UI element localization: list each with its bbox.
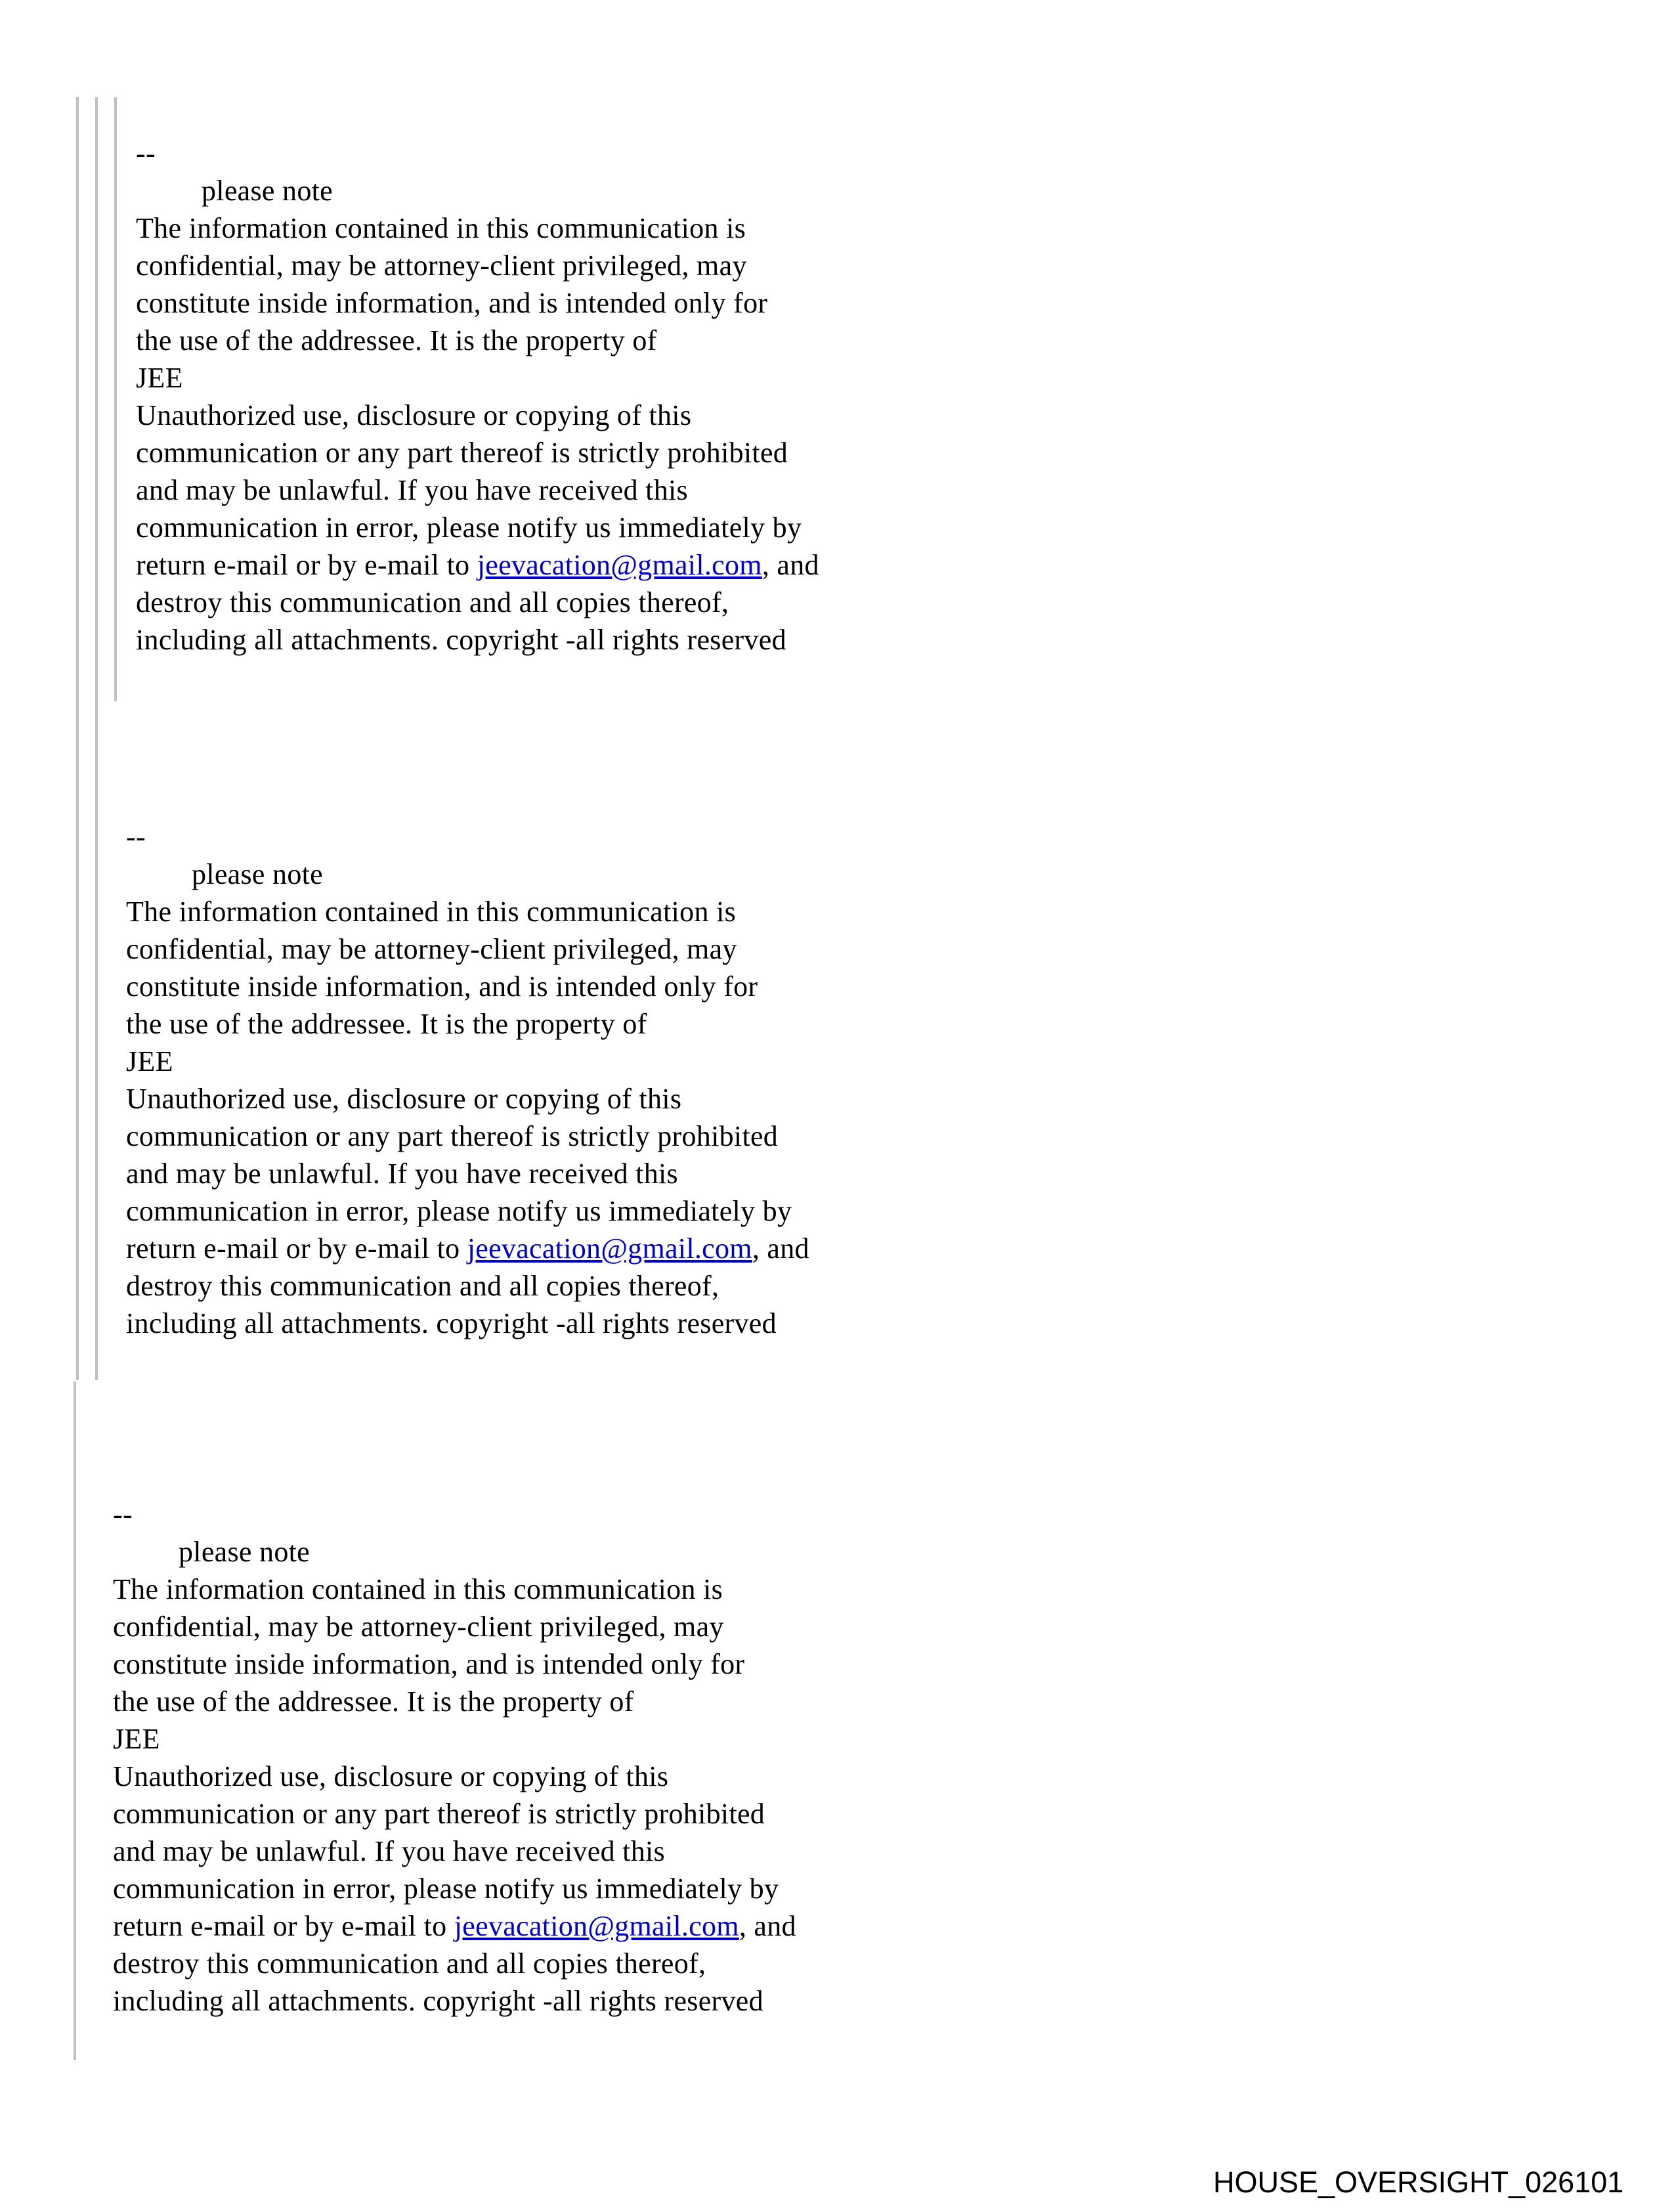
disclaimer-text: , and <box>739 1910 796 1942</box>
quote-bar-level-3 <box>114 97 117 701</box>
disclaimer-text: communication in error, please notify us immediately by <box>136 511 802 544</box>
disclaimer-text: JEE <box>126 1045 173 1077</box>
disclaimer-line <box>126 1155 809 1192</box>
disclaimer-line <box>113 1982 796 2020</box>
email-link[interactable]: jeevacation@gmail.com <box>454 1910 739 1942</box>
disclaimer-text: -- <box>126 821 146 853</box>
disclaimer-text: destroy this communication and all copies thereof, <box>136 586 729 618</box>
disclaimer-line <box>126 930 809 968</box>
disclaimer-line <box>126 1043 809 1080</box>
disclaimer-text: constitute inside information, and is intended only for <box>136 287 768 319</box>
disclaimer-line <box>136 584 819 621</box>
disclaimer-text: , and <box>752 1232 809 1265</box>
disclaimer-line <box>126 1117 809 1155</box>
disclaimer-line <box>126 1267 809 1305</box>
disclaimer-text: JEE <box>113 1723 160 1755</box>
disclaimer-text: please note <box>192 858 323 890</box>
disclaimer-text: Unauthorized use, disclosure or copying of this <box>113 1760 669 1792</box>
quote-bar-level-2 <box>95 97 98 1380</box>
disclaimer-text: and may be unlawful. If you have received this <box>113 1835 665 1867</box>
disclaimer-line <box>113 1758 796 1795</box>
disclaimer-text: including all attachments. copyright -all rights reserved <box>136 624 786 656</box>
disclaimer-block-3 <box>113 1496 796 2020</box>
disclaimer-text: Unauthorized use, disclosure or copying of this <box>136 399 692 431</box>
disclaimer-text: Unauthorized use, disclosure or copying of this <box>126 1083 682 1115</box>
disclaimer-text: constitute inside information, and is intended only for <box>113 1648 745 1680</box>
disclaimer-text: communication or any part thereof is strictly prohibited <box>136 437 788 469</box>
disclaimer-text: -- <box>136 137 156 169</box>
disclaimer-line <box>113 1720 796 1758</box>
disclaimer-text: destroy this communication and all copies thereof, <box>126 1270 719 1302</box>
disclaimer-block-1 <box>136 135 819 659</box>
disclaimer-line <box>113 1496 796 1533</box>
disclaimer-line <box>113 1870 796 1907</box>
disclaimer-line <box>136 209 819 247</box>
disclaimer-line <box>136 135 819 172</box>
disclaimer-text: the use of the addressee. It is the property of <box>136 324 657 357</box>
disclaimer-text: constitute inside information, and is intended only for <box>126 970 758 1003</box>
disclaimer-line <box>113 1571 796 1608</box>
disclaimer-text: communication in error, please notify us immediately by <box>113 1873 779 1905</box>
disclaimer-text: , and <box>762 549 819 581</box>
disclaimer-text: JEE <box>136 362 183 394</box>
disclaimer-line <box>113 1608 796 1645</box>
disclaimer-text: confidential, may be attorney-client privileged, may <box>113 1611 724 1643</box>
disclaimer-text: The information contained in this communication is <box>113 1573 723 1605</box>
bates-number: HOUSE_OVERSIGHT_026101 <box>1213 2165 1624 2199</box>
disclaimer-line <box>126 893 809 930</box>
disclaimer-text: return e-mail or by e-mail to <box>113 1910 454 1942</box>
disclaimer-text: communication or any part thereof is strictly prohibited <box>126 1120 779 1152</box>
disclaimer-text: and may be unlawful. If you have received this <box>126 1158 678 1190</box>
disclaimer-line <box>136 284 819 322</box>
disclaimer-line <box>136 546 819 584</box>
disclaimer-text: return e-mail or by e-mail to <box>126 1232 467 1265</box>
disclaimer-block-2 <box>126 818 809 1342</box>
disclaimer-line <box>113 1907 796 1945</box>
disclaimer-line <box>126 968 809 1005</box>
disclaimer-text: confidential, may be attorney-client privileged, may <box>136 249 747 282</box>
disclaimer-line <box>113 1683 796 1720</box>
disclaimer-text: including all attachments. copyright -all rights reserved <box>126 1307 777 1339</box>
disclaimer-line <box>136 397 819 434</box>
email-link[interactable]: jeevacation@gmail.com <box>477 549 762 581</box>
disclaimer-text: the use of the addressee. It is the property of <box>113 1685 634 1718</box>
disclaimer-text: The information contained in this communication is <box>126 896 737 928</box>
disclaimer-text: communication in error, please notify us immediately by <box>126 1195 792 1227</box>
disclaimer-text: The information contained in this communication is <box>136 212 746 244</box>
disclaimer-line <box>126 1005 809 1043</box>
disclaimer-line <box>136 509 819 546</box>
disclaimer-text: destroy this communication and all copies thereof, <box>113 1947 706 1980</box>
email-link[interactable]: jeevacation@gmail.com <box>467 1232 752 1265</box>
disclaimer-line <box>136 247 819 284</box>
disclaimer-line <box>113 1795 796 1832</box>
disclaimer-line <box>113 1645 796 1683</box>
disclaimer-text: and may be unlawful. If you have received this <box>136 474 688 506</box>
disclaimer-text: including all attachments. copyright -all rights reserved <box>113 1985 763 2017</box>
disclaimer-line <box>113 1945 796 1982</box>
disclaimer-line <box>136 621 819 659</box>
disclaimer-line <box>126 818 809 856</box>
disclaimer-line <box>136 359 819 397</box>
disclaimer-line <box>136 471 819 509</box>
disclaimer-text: -- <box>113 1498 133 1530</box>
disclaimer-line <box>113 1533 796 1571</box>
disclaimer-line <box>126 1192 809 1230</box>
disclaimer-line <box>126 1080 809 1117</box>
disclaimer-text: confidential, may be attorney-client privileged, may <box>126 933 737 965</box>
disclaimer-line <box>136 322 819 359</box>
disclaimer-line <box>126 856 809 893</box>
quote-bar-level-1 <box>76 97 79 1380</box>
disclaimer-text: please note <box>202 175 333 207</box>
quote-bar-block-3 <box>74 1381 76 2060</box>
disclaimer-line <box>126 1230 809 1267</box>
disclaimer-text: the use of the addressee. It is the property of <box>126 1008 647 1040</box>
disclaimer-text: return e-mail or by e-mail to <box>136 549 477 581</box>
disclaimer-line <box>113 1832 796 1870</box>
disclaimer-line <box>136 434 819 471</box>
disclaimer-text: communication or any part thereof is strictly prohibited <box>113 1798 765 1830</box>
disclaimer-text: please note <box>179 1536 310 1568</box>
disclaimer-line <box>126 1305 809 1342</box>
disclaimer-line <box>136 172 819 209</box>
